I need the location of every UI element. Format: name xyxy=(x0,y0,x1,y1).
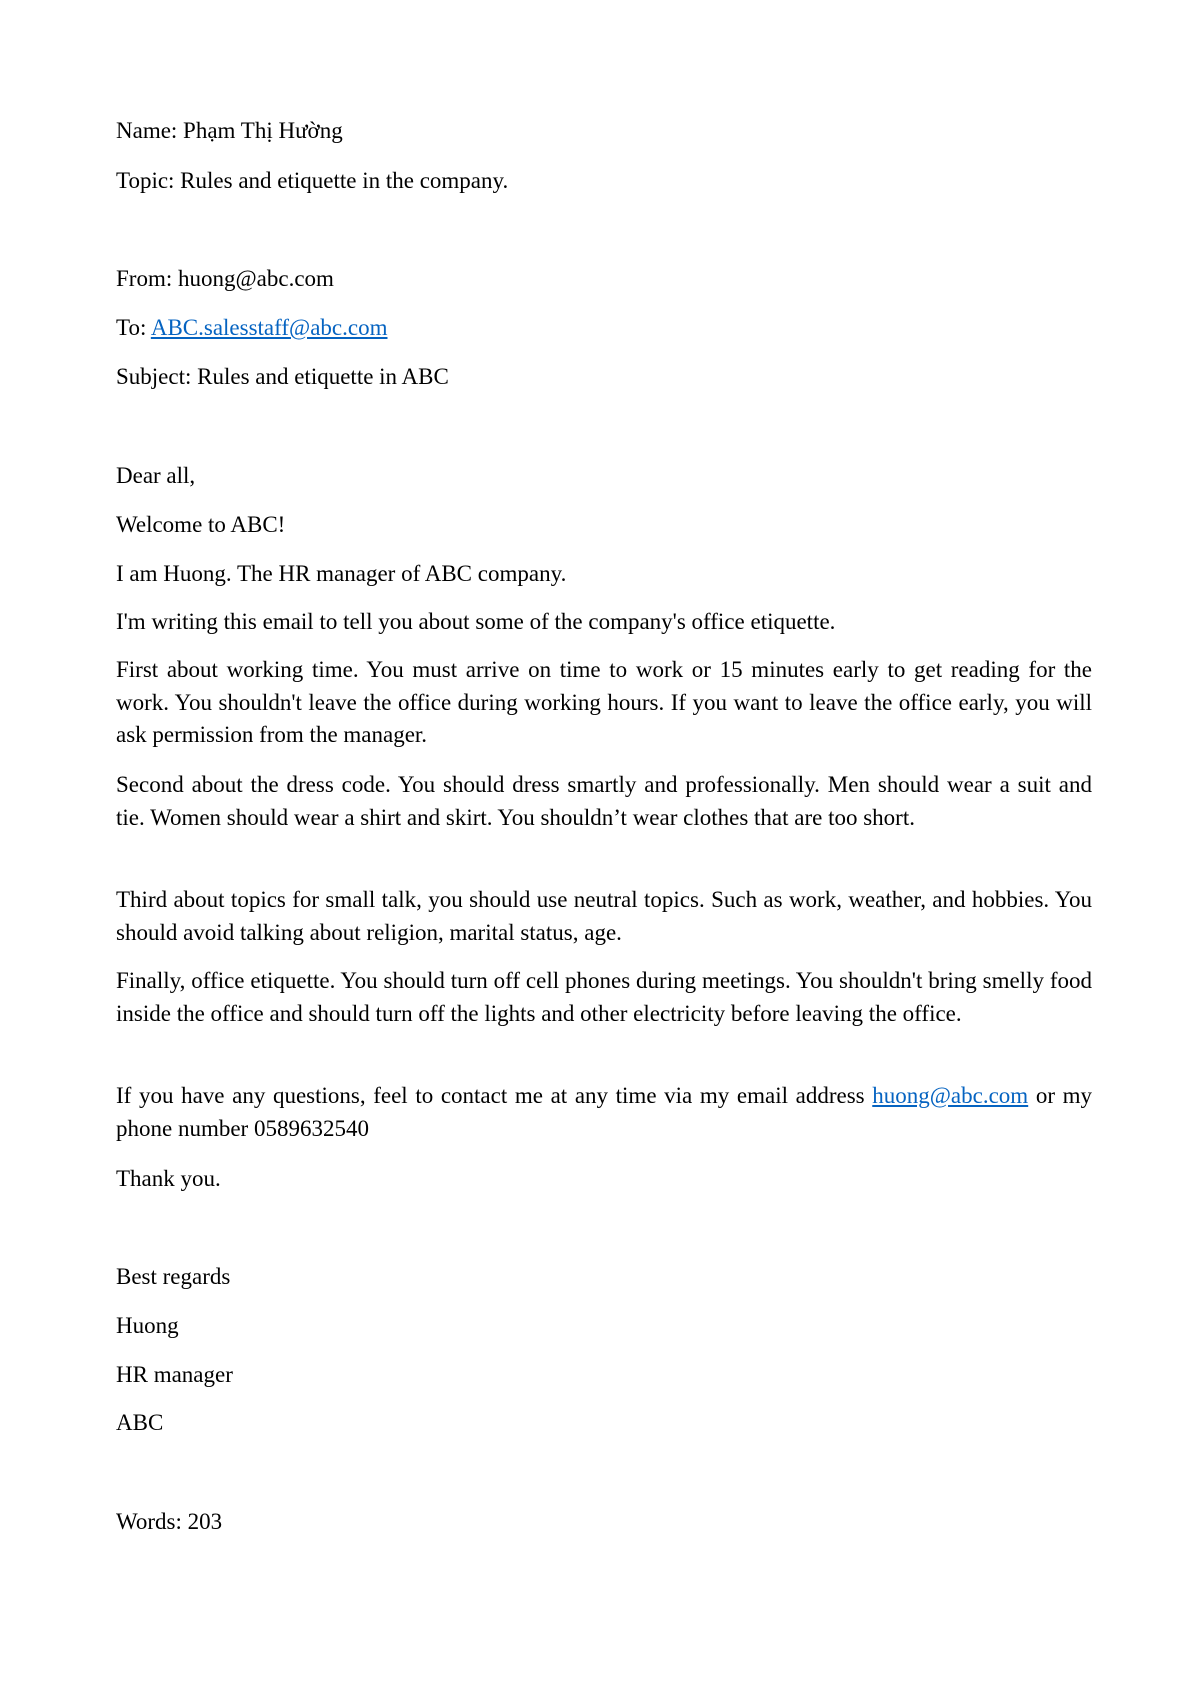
email-from-line xyxy=(116,265,334,293)
to-label: To: xyxy=(116,315,151,340)
intro-line: I am Huong. The HR manager of ABC company. xyxy=(116,561,567,586)
from-label: From: xyxy=(116,266,178,291)
word-count: Words: 203 xyxy=(116,1509,223,1534)
contact-email-link[interactable]: huong@abc.com xyxy=(872,1083,1029,1108)
email-subject-line: Subject: Rules and etiquette in ABC xyxy=(116,364,449,389)
email-to-line xyxy=(116,314,387,342)
signature-company: ABC xyxy=(116,1410,164,1435)
document-page xyxy=(116,0,1092,1698)
purpose-line: I'm writing this email to tell you about some of the company's office etiquette. xyxy=(116,609,836,634)
greeting: Dear all, xyxy=(116,463,196,488)
paragraph-working-time: First about working time. You must arrive on time to work or 15 minutes early to get reading for the work. You shouldn't leave the office during working hours. If you want to leave the office early, you will ask permission from the manager. xyxy=(116,657,1092,747)
paragraph-small-talk: Third about topics for small talk, you should use neutral topics. Such as work, weather, and hobbies. You should avoid talking about religion, marital status, age. xyxy=(116,887,1092,945)
welcome-line: Welcome to ABC! xyxy=(116,512,286,537)
signature-name: Huong xyxy=(116,1313,179,1338)
student-name: Name: Phạm Thị Hường xyxy=(116,118,343,143)
paragraph-dress-code: Second about the dress code. You should dress smartly and professionally. Men should wear a suit and tie. Women should wear a shirt and skirt. You shouldn’t wear clothes that are too short. xyxy=(116,772,1092,830)
signature-title: HR manager xyxy=(116,1362,233,1387)
thanks-line: Thank you. xyxy=(116,1166,221,1191)
closing-line: Best regards xyxy=(116,1264,231,1289)
paragraph-contact xyxy=(116,1080,1092,1145)
contact-prefix: If you have any questions, feel to contact me at any time via my email address xyxy=(116,1083,865,1108)
from-address: huong@abc.com xyxy=(177,266,334,291)
essay-topic: Topic: Rules and etiquette in the company. xyxy=(116,168,509,193)
paragraph-office-etiquette: Finally, office etiquette. You should turn off cell phones during meetings. You shouldn't bring smelly food inside the office and should turn off the lights and other electricity before leaving the office. xyxy=(116,968,1092,1026)
contact-suffix: or my phone number 0589632540 xyxy=(116,1083,1093,1141)
to-address-link[interactable]: ABC.salesstaff@abc.com xyxy=(150,315,388,340)
